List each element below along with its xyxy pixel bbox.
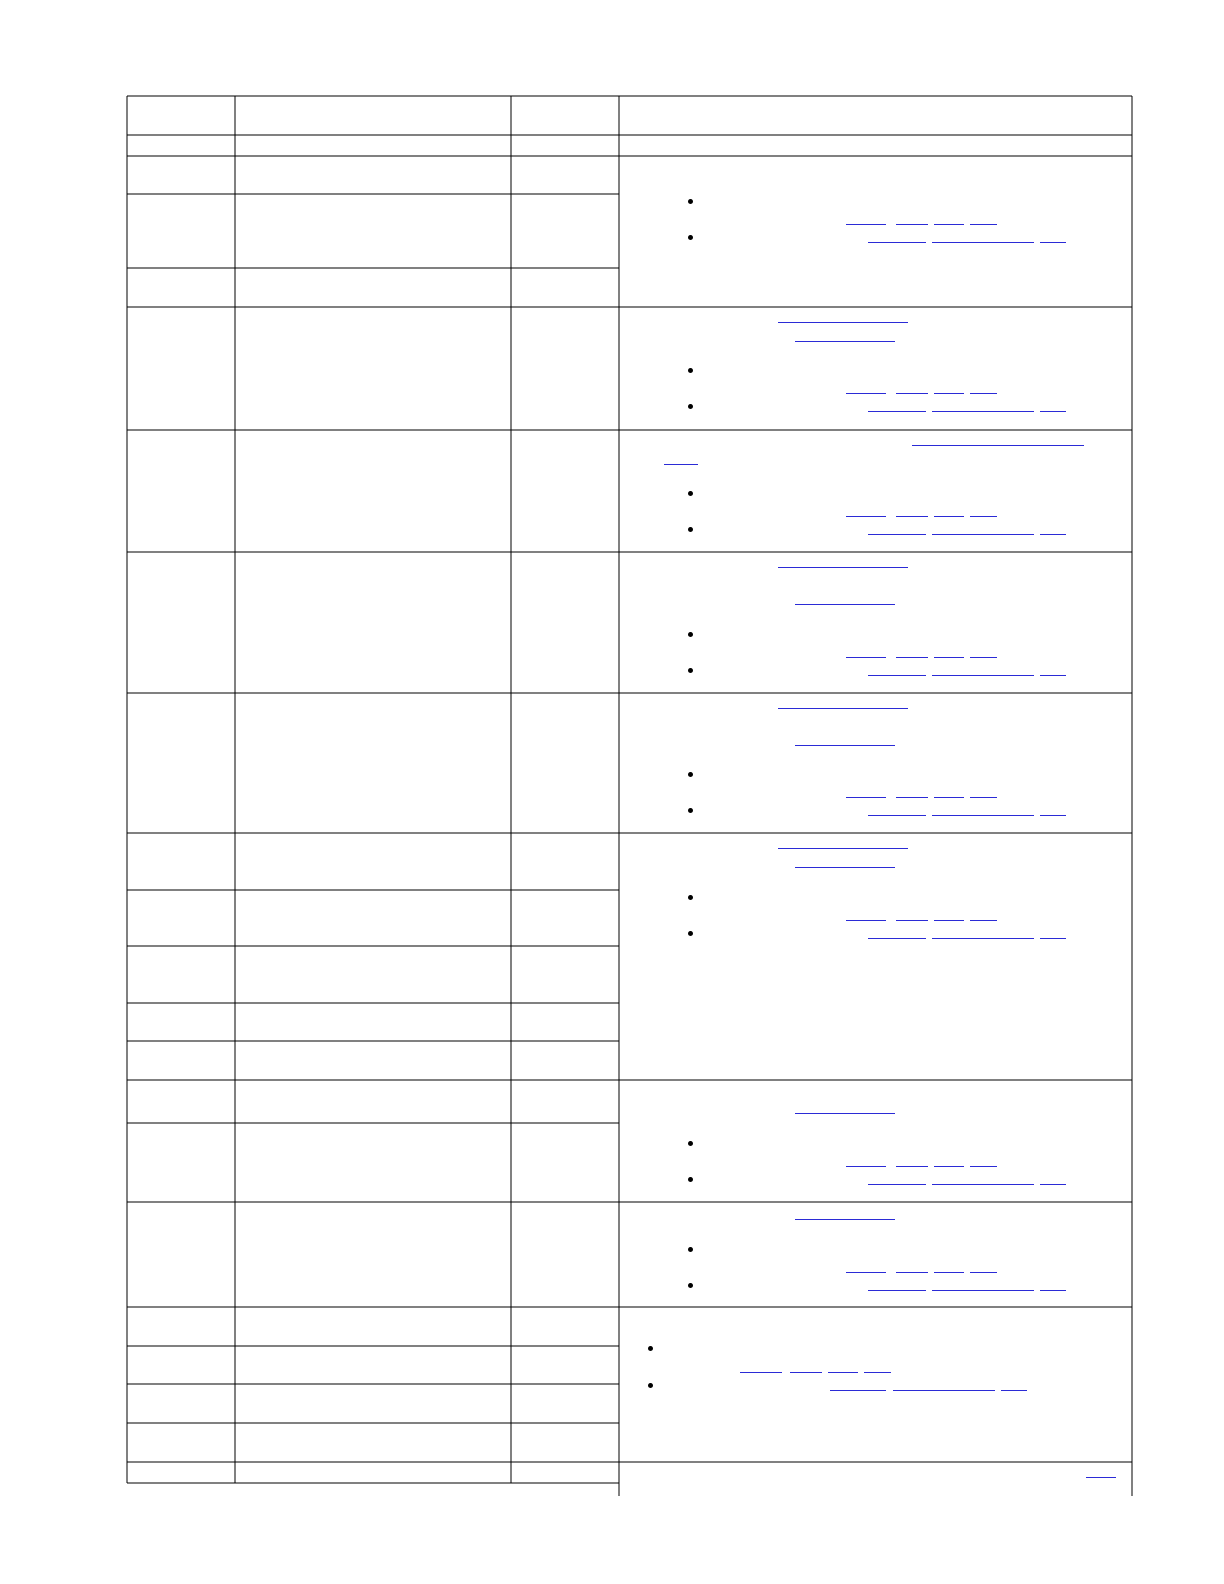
link[interactable] — [795, 1113, 895, 1114]
link[interactable] — [846, 1166, 886, 1167]
bullet-marker — [688, 668, 693, 673]
link[interactable] — [932, 411, 1034, 412]
link[interactable] — [932, 534, 1034, 535]
link[interactable] — [1001, 1390, 1027, 1391]
link[interactable] — [932, 938, 1034, 939]
bullet-marker — [688, 895, 693, 900]
link[interactable] — [868, 938, 926, 939]
link[interactable] — [846, 1272, 886, 1273]
link[interactable] — [846, 920, 886, 921]
link[interactable] — [970, 1166, 997, 1167]
link[interactable] — [1086, 1477, 1116, 1478]
link[interactable] — [932, 1184, 1034, 1185]
link[interactable] — [830, 1390, 886, 1391]
link[interactable] — [846, 797, 886, 798]
link[interactable] — [932, 1290, 1034, 1291]
link[interactable] — [790, 1372, 822, 1373]
link[interactable] — [846, 224, 886, 225]
link[interactable] — [896, 393, 928, 394]
link[interactable] — [970, 224, 997, 225]
bullet-marker — [688, 931, 693, 936]
link[interactable] — [896, 1272, 928, 1273]
bullet-marker — [688, 491, 693, 496]
link[interactable] — [1040, 534, 1066, 535]
link[interactable] — [970, 1272, 997, 1273]
bullet-marker — [688, 368, 693, 373]
bullet-marker — [688, 235, 693, 240]
link[interactable] — [1040, 411, 1066, 412]
link[interactable] — [795, 341, 895, 342]
link[interactable] — [868, 675, 926, 676]
link[interactable] — [795, 1219, 895, 1220]
grid-vertical-lines — [127, 96, 1132, 1496]
link[interactable] — [934, 920, 964, 921]
link[interactable] — [868, 1290, 926, 1291]
link[interactable] — [893, 1390, 995, 1391]
link[interactable] — [795, 604, 895, 605]
link[interactable] — [934, 516, 964, 517]
link[interactable] — [1040, 1290, 1066, 1291]
bullet-marker — [688, 404, 693, 409]
link[interactable] — [868, 1184, 926, 1185]
link[interactable] — [778, 322, 908, 323]
link[interactable] — [934, 657, 964, 658]
link[interactable] — [896, 920, 928, 921]
link[interactable] — [1040, 938, 1066, 939]
link[interactable] — [934, 1272, 964, 1273]
link[interactable] — [1040, 815, 1066, 816]
link[interactable] — [868, 411, 926, 412]
link[interactable] — [664, 464, 698, 465]
bullet-marker — [688, 527, 693, 532]
link[interactable] — [970, 920, 997, 921]
bullet-marker — [688, 632, 693, 637]
link[interactable] — [778, 848, 908, 849]
link[interactable] — [778, 567, 908, 568]
bullet-marker — [648, 1383, 653, 1388]
link[interactable] — [934, 1166, 964, 1167]
bullet-marker — [688, 1247, 693, 1252]
link[interactable] — [846, 393, 886, 394]
link[interactable] — [912, 445, 1084, 446]
link[interactable] — [828, 1372, 858, 1373]
link[interactable] — [846, 516, 886, 517]
link[interactable] — [868, 242, 926, 243]
link[interactable] — [795, 867, 895, 868]
link[interactable] — [934, 393, 964, 394]
link[interactable] — [740, 1372, 782, 1373]
link[interactable] — [896, 1166, 928, 1167]
link[interactable] — [970, 657, 997, 658]
link[interactable] — [1040, 1184, 1066, 1185]
link[interactable] — [1040, 242, 1066, 243]
link[interactable] — [934, 797, 964, 798]
link[interactable] — [932, 815, 1034, 816]
bullet-marker — [688, 808, 693, 813]
bullet-marker — [688, 1177, 693, 1182]
link[interactable] — [778, 708, 908, 709]
link[interactable] — [896, 224, 928, 225]
link[interactable] — [970, 516, 997, 517]
link[interactable] — [868, 815, 926, 816]
link[interactable] — [864, 1372, 891, 1373]
bullet-marker — [688, 199, 693, 204]
link[interactable] — [934, 224, 964, 225]
link[interactable] — [932, 675, 1034, 676]
link[interactable] — [868, 534, 926, 535]
link[interactable] — [932, 242, 1034, 243]
link[interactable] — [1040, 675, 1066, 676]
bullet-marker — [688, 1141, 693, 1146]
bullet-marker — [648, 1346, 653, 1351]
link[interactable] — [896, 797, 928, 798]
link[interactable] — [896, 516, 928, 517]
bullet-marker — [688, 1283, 693, 1288]
link[interactable] — [970, 797, 997, 798]
bullet-marker — [688, 772, 693, 777]
link[interactable] — [795, 745, 895, 746]
link[interactable] — [970, 393, 997, 394]
link[interactable] — [846, 657, 886, 658]
link[interactable] — [896, 657, 928, 658]
grid-horizontal-lines-left — [127, 96, 1132, 1483]
